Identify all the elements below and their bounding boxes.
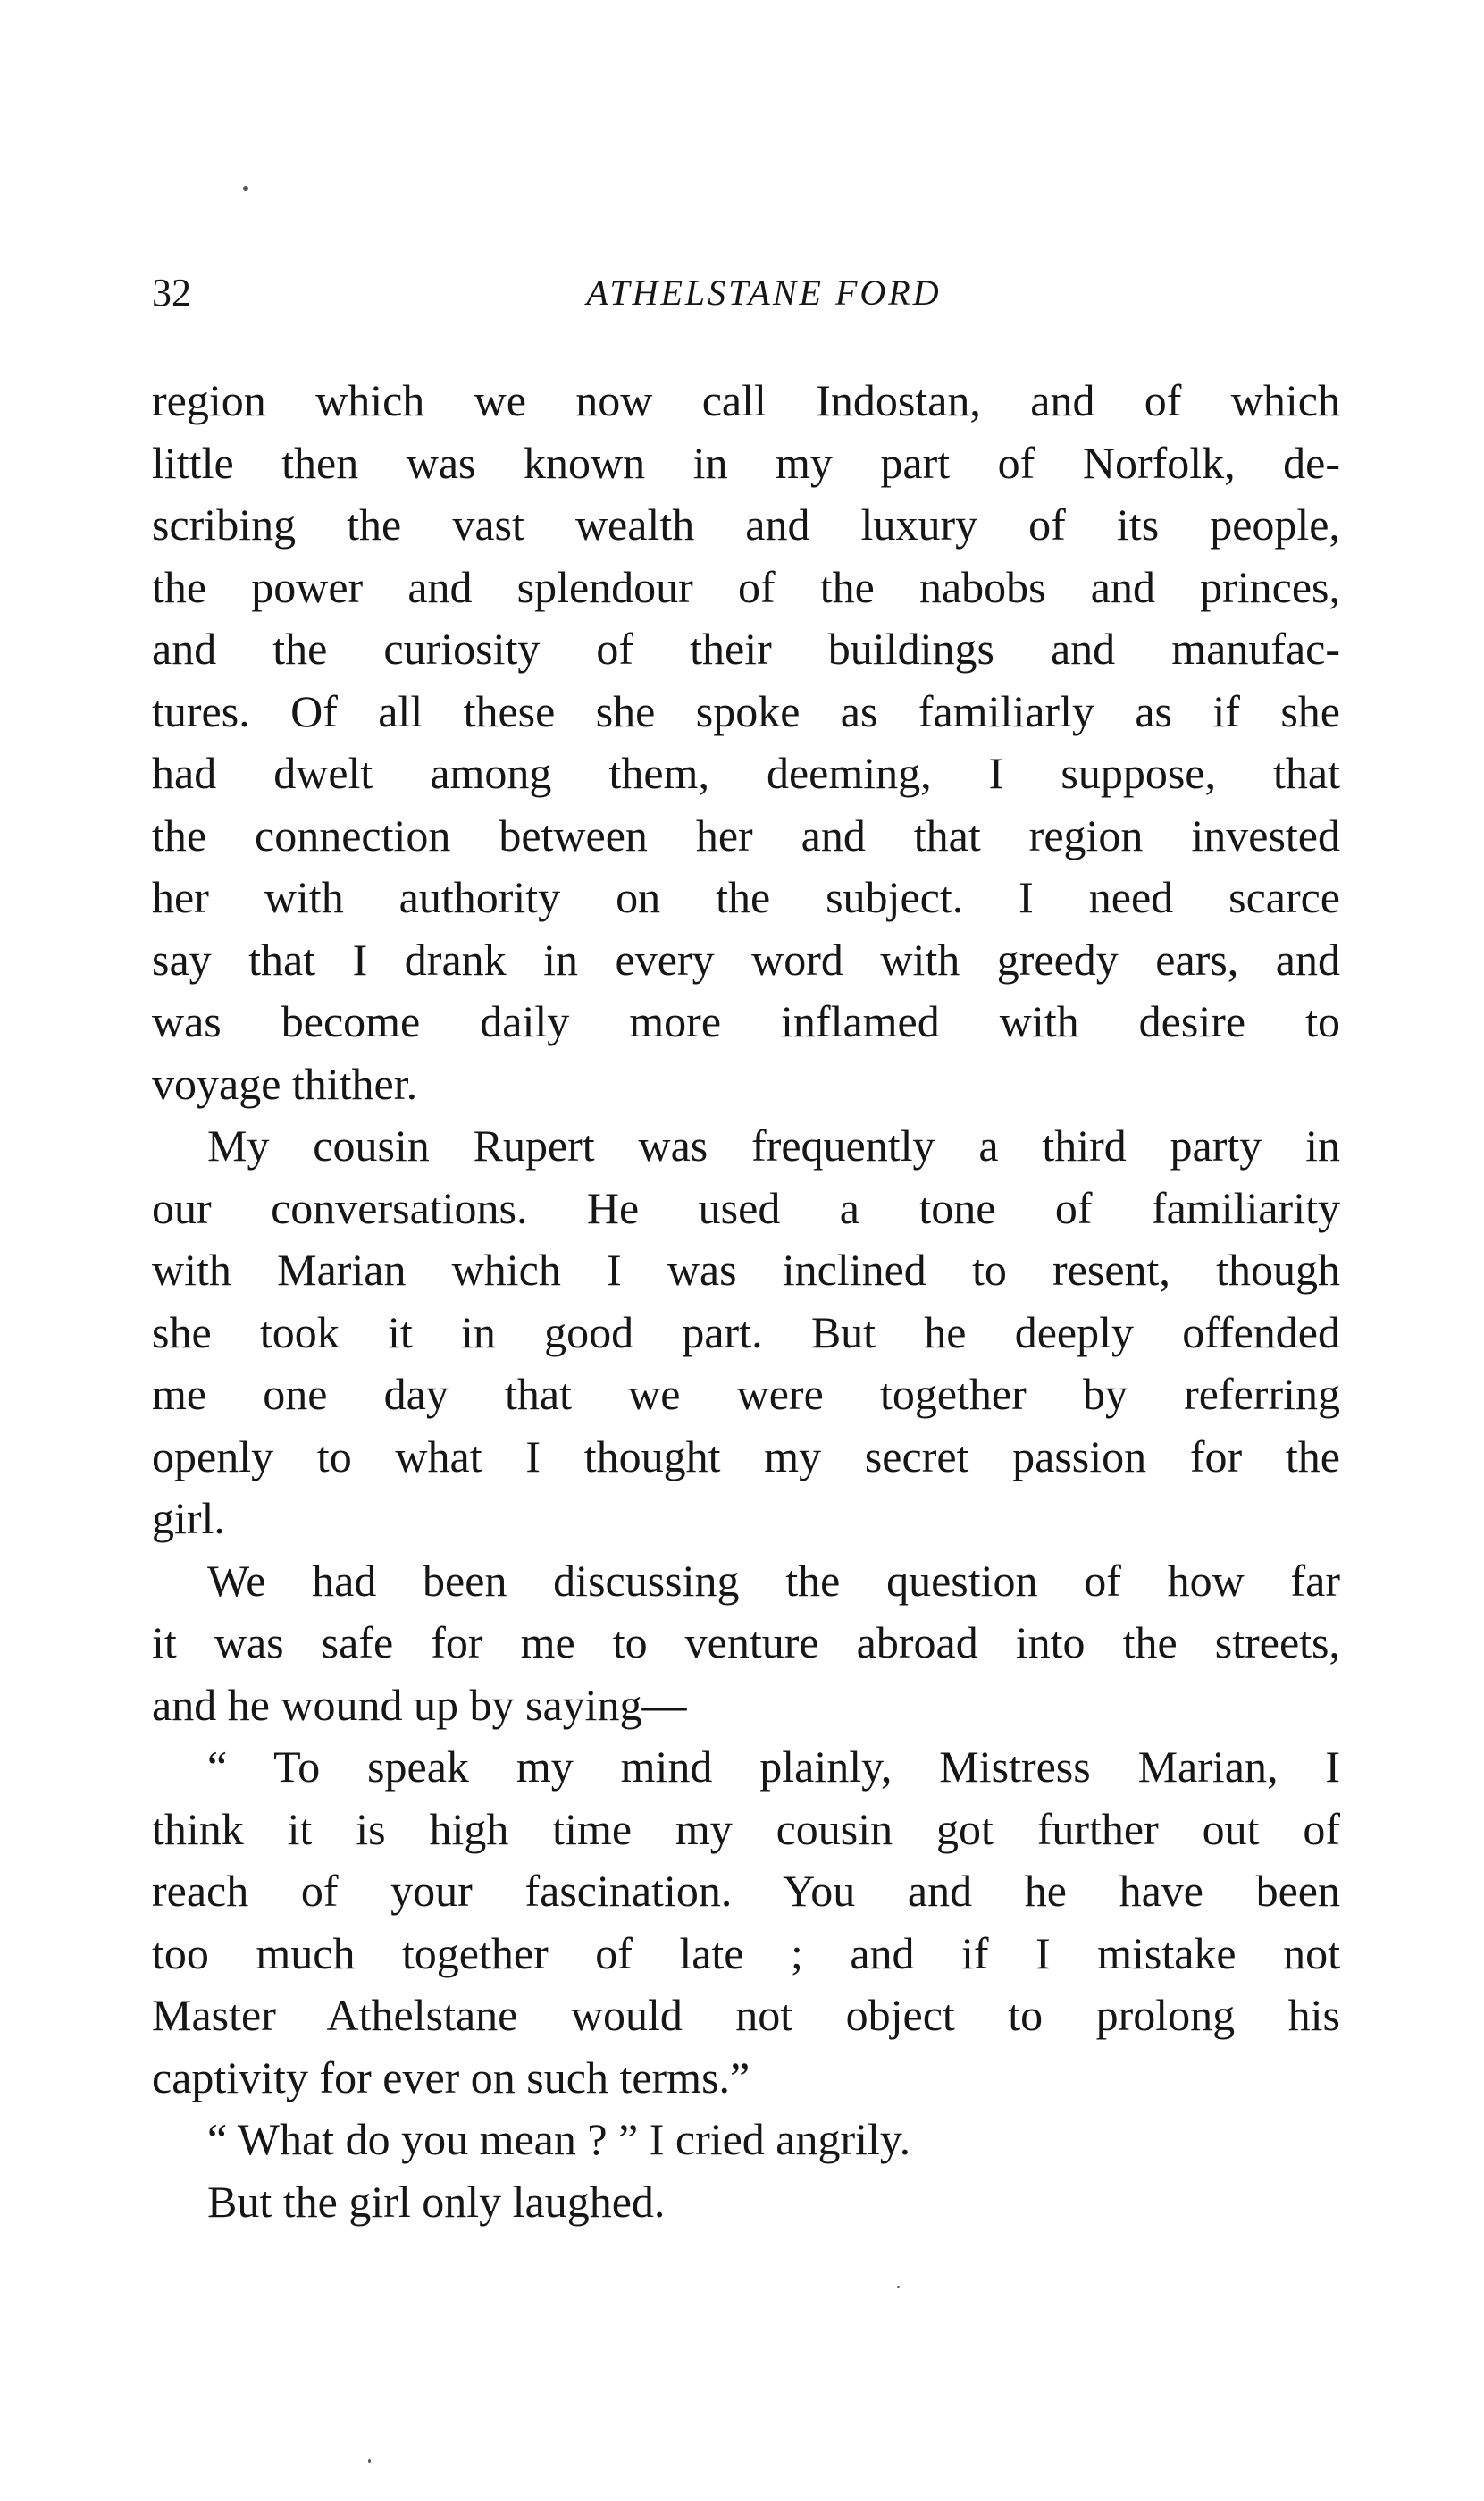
- text-line: me one day that we were together by referring: [152, 1369, 1340, 1419]
- body-text: [152, 370, 1340, 2233]
- text-line: with Marian which I was inclined to resent, though: [152, 1245, 1340, 1295]
- text-line: was become daily more inflamed with desire to: [152, 996, 1340, 1046]
- text-line: her with authority on the subject. I need scarce: [152, 872, 1340, 922]
- page-number: 32: [152, 271, 191, 315]
- text-line: too much together of late ; and if I mistake not: [152, 1927, 1340, 1978]
- text-line: the power and splendour of the nabobs and princes,: [152, 561, 1340, 612]
- text-line: openly to what I thought my secret passion for the: [152, 1431, 1340, 1481]
- text-line: our conversations. He used a tone of familiarity: [152, 1182, 1340, 1233]
- text-line: tures. Of all these she spoke as familiarly as if she: [152, 685, 1340, 736]
- paragraph-start-line: “ To speak my mind plainly, Mistress Marian, I: [207, 1741, 1340, 1792]
- text-line: Master Athelstane would not object to prolong his: [152, 1990, 1340, 2040]
- print-speck: [368, 2459, 371, 2463]
- paragraph-start-line: My cousin Rupert was frequently a third party in: [207, 1120, 1340, 1171]
- text-line: say that I drank in every word with greedy ears, and: [152, 934, 1340, 985]
- paragraph-start-line: But the girl only laughed.: [207, 2176, 666, 2227]
- text-line: region which we now call Indostan, and of which: [152, 375, 1340, 425]
- text-line: think it is high time my cousin got further out of: [152, 1803, 1340, 1854]
- paragraph-start-line: We had been discussing the question of how far: [207, 1555, 1340, 1606]
- text-line: it was safe for me to venture abroad into the streets,: [152, 1617, 1340, 1667]
- text-line: scribing the vast wealth and luxury of its people,: [152, 499, 1340, 550]
- print-speck: [897, 2286, 900, 2288]
- text-line: captivity for ever on such terms.”: [152, 2052, 750, 2102]
- paragraph-start-line: “ What do you mean ? ” I cried angrily.: [207, 2114, 911, 2164]
- text-line: and the curiosity of their buildings and manufac-: [152, 624, 1340, 674]
- print-speck: [243, 186, 248, 191]
- text-line: reach of your fascination. You and he have been: [152, 1866, 1340, 1916]
- text-line: had dwelt among them, deeming, I suppose, that: [152, 748, 1340, 798]
- text-line: she took it in good part. But he deeply offended: [152, 1306, 1340, 1357]
- page-header: [152, 266, 1340, 320]
- text-line: the connection between her and that region invested: [152, 810, 1340, 860]
- text-line: girl.: [152, 1493, 225, 1543]
- running-title: ATHELSTANE FORD: [586, 273, 942, 313]
- text-line: voyage thither.: [152, 1058, 418, 1109]
- text-line: little then was known in my part of Norfolk, de-: [152, 437, 1340, 488]
- text-line: and he wound up by saying—: [152, 1679, 687, 1730]
